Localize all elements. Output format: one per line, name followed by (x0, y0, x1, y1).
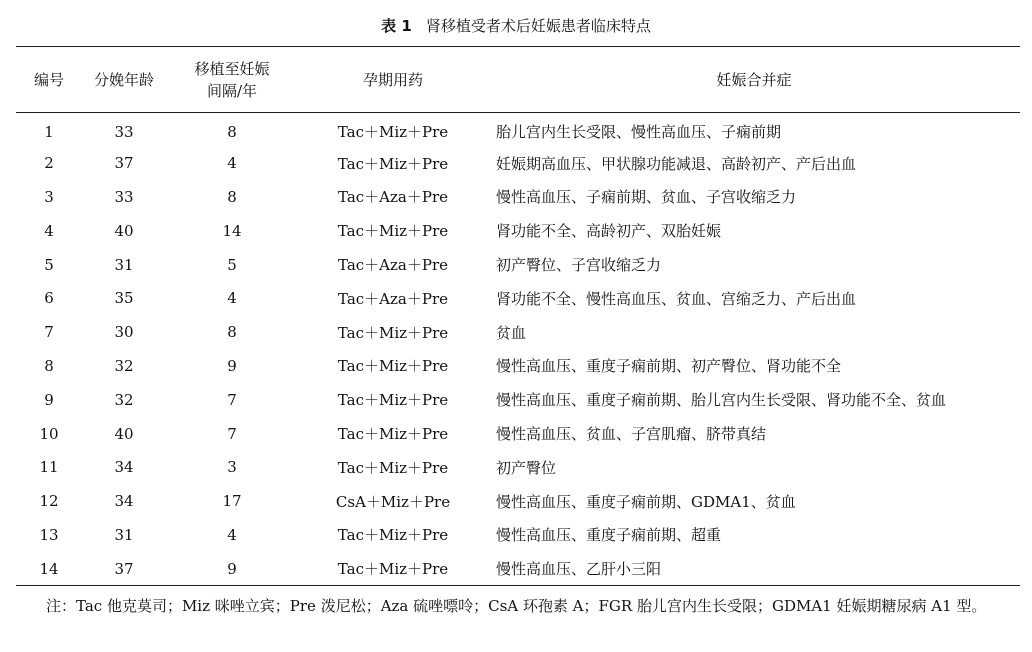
cell-drugs: Tac＋Miz＋Pre (337, 458, 449, 477)
cell-interval: 8 (227, 187, 237, 206)
cell-age: 32 (114, 356, 134, 375)
cell-complications: 初产臀位 (496, 458, 557, 477)
cell-interval: 4 (227, 525, 237, 544)
header-interval (166, 47, 298, 113)
table-row (16, 113, 1020, 147)
cell-complications: 慢性高血压、重度子痫前期、胎儿宫内生长受限、肾功能不全、贫血 (496, 391, 947, 410)
cell-complications: 胎儿宫内生长受限、慢性高血压、子痫前期 (496, 123, 782, 142)
header-id: 编号 (16, 47, 82, 113)
cell-age: 33 (114, 122, 134, 141)
cell-interval: 14 (222, 221, 242, 240)
table-row (16, 484, 1020, 518)
table-header-row (16, 47, 1020, 113)
cell-age: 34 (114, 458, 134, 477)
cell-age: 33 (114, 187, 134, 206)
cell-age: 30 (114, 323, 134, 342)
cell-id: 13 (39, 525, 59, 544)
cell-id: 3 (44, 187, 54, 206)
cell-complications: 贫血 (496, 323, 527, 342)
cell-drugs: Tac＋Miz＋Pre (337, 154, 449, 173)
cell-id: 12 (39, 492, 59, 511)
caption-number: 表 1 (381, 17, 412, 35)
header-age: 分娩年龄 (82, 47, 166, 113)
table-row (16, 214, 1020, 248)
cell-drugs: Tac＋Aza＋Pre (337, 256, 448, 275)
cell-interval: 17 (222, 492, 242, 511)
table-body (16, 113, 1020, 586)
cell-drugs: Tac＋Miz＋Pre (337, 391, 449, 410)
table-row (16, 417, 1020, 451)
cell-drugs: Tac＋Aza＋Pre (337, 188, 448, 207)
cell-id: 4 (44, 221, 54, 240)
cell-interval: 7 (227, 390, 237, 409)
table-row (16, 281, 1020, 315)
cell-complications: 肾功能不全、慢性高血压、贫血、宫缩乏力、产后出血 (496, 289, 857, 308)
cell-drugs: Tac＋Miz＋Pre (337, 323, 449, 342)
table-row (16, 552, 1020, 586)
cell-id: 8 (44, 356, 54, 375)
table-row (16, 248, 1020, 282)
cell-age: 37 (114, 154, 134, 173)
cell-id: 1 (44, 122, 54, 141)
cell-id: 14 (39, 559, 59, 578)
table-row (16, 450, 1020, 484)
cell-age: 40 (114, 221, 134, 240)
cell-complications: 慢性高血压、重度子痫前期、GDMA1、贫血 (496, 492, 796, 511)
table-row (16, 383, 1020, 417)
cell-age: 32 (114, 390, 134, 409)
header-complications: 妊娠合并症 (488, 47, 1020, 113)
cell-age: 34 (114, 492, 134, 511)
cell-drugs: Tac＋Miz＋Pre (337, 425, 449, 444)
cell-complications: 慢性高血压、重度子痫前期、超重 (496, 526, 722, 545)
cell-drugs: CsA＋Miz＋Pre (335, 492, 451, 511)
cell-age: 40 (114, 424, 134, 443)
cell-complications: 慢性高血压、重度子痫前期、初产臀位、肾功能不全 (496, 357, 842, 376)
cell-drugs: Tac＋Miz＋Pre (337, 560, 449, 578)
cell-complications: 肾功能不全、高龄初产、双胎妊娠 (496, 222, 722, 241)
table-row (16, 315, 1020, 349)
cell-id: 6 (44, 289, 54, 308)
cell-interval: 8 (227, 323, 237, 342)
header-interval-line1: 移植至妊娠 (194, 59, 270, 78)
table-row (16, 349, 1020, 383)
cell-complications: 慢性高血压、乙肝小三阳 (496, 560, 662, 578)
cell-id: 11 (39, 458, 59, 477)
cell-drugs: Tac＋Aza＋Pre (337, 289, 448, 308)
header-interval-line2: 间隔/年 (206, 81, 258, 100)
cell-complications: 初产臀位、子宫收缩乏力 (496, 256, 662, 275)
table-row (16, 146, 1020, 180)
cell-drugs: Tac＋Miz＋Pre (337, 222, 449, 241)
cell-age: 35 (114, 289, 134, 308)
header-drugs: 孕期用药 (298, 47, 488, 113)
cell-interval: 9 (227, 356, 237, 375)
cell-interval: 3 (227, 458, 237, 477)
caption-text: 肾移植受者术后妊娠患者临床特点 (425, 17, 651, 35)
cell-id: 9 (44, 390, 54, 409)
cell-interval: 9 (227, 559, 237, 578)
cell-interval: 4 (227, 154, 237, 173)
cell-age: 31 (114, 255, 134, 274)
cell-interval: 4 (227, 289, 237, 308)
cell-age: 37 (114, 559, 134, 578)
cell-complications: 妊娠期高血压、甲状腺功能减退、高龄初产、产后出血 (496, 154, 857, 173)
cell-complications: 慢性高血压、贫血、子宫肌瘤、脐带真结 (496, 425, 767, 444)
cell-interval: 8 (227, 122, 237, 141)
cell-id: 10 (39, 424, 59, 443)
cell-interval: 5 (227, 255, 237, 274)
cell-id: 7 (44, 323, 54, 342)
table-note: 注：Tac 他克莫司；Miz 咪唑立宾；Pre 泼尼松；Aza 硫唑嘌呤；CsA 环孢素 A；FGR 胎儿宫内生长受限；GDMA1 妊娠期糖尿病 A1 型。 (46, 597, 987, 615)
clinical-table (16, 46, 1020, 586)
cell-age: 31 (114, 525, 134, 544)
table-row (16, 518, 1020, 552)
cell-drugs: Tac＋Miz＋Pre (337, 357, 449, 376)
table-caption (0, 16, 1032, 36)
cell-interval: 7 (227, 424, 237, 443)
cell-id: 5 (44, 255, 54, 274)
cell-id: 2 (44, 154, 54, 173)
cell-drugs: Tac＋Miz＋Pre (337, 123, 449, 142)
table-row (16, 180, 1020, 214)
cell-drugs: Tac＋Miz＋Pre (337, 526, 449, 545)
cell-complications: 慢性高血压、子痫前期、贫血、子宫收缩乏力 (496, 188, 797, 207)
